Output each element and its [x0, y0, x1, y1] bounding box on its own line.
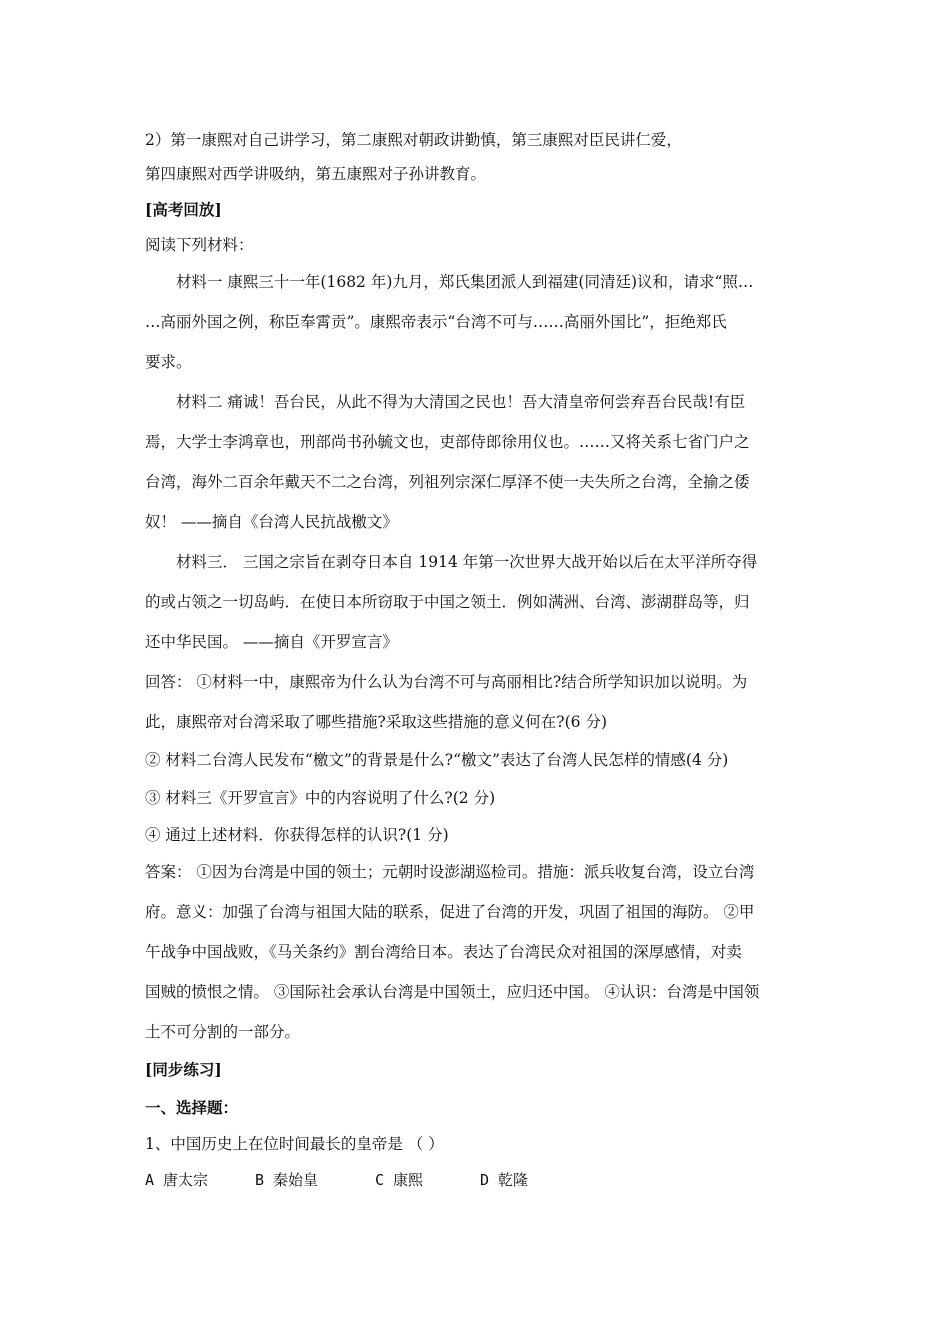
question-1: 1、中国历史上在位时间最长的皇帝是 （ ） — [145, 1135, 444, 1153]
question-line: 回答： ①材料一中，康熙帝为什么认为台湾不可与高丽相比?结合所学知识加以说明。为 — [145, 673, 748, 691]
text-line: 第四康熙对西学讲吸纳，第五康熙对子孙讲教育。 — [145, 165, 487, 183]
material-3-line: 材料三． 三国之宗旨在剥夺日本自 1914 年第一次世界大战开始以后在太平洋所夺得 — [176, 553, 758, 571]
material-2-line: 焉，大学士李鸿章也，刑部尚书孙毓文也，吏部侍郎徐用仪也。……又将关系七省门户之 — [145, 433, 750, 451]
answer-line: 午战争中国战败，《马关条约》割台湾给日本。表达了台湾民众对祖国的深厚感情，对卖 — [145, 943, 742, 961]
option-a: A 唐太宗 — [145, 1171, 209, 1189]
material-1-line: 材料一 康熙三十一年(1682 年)九月，郑氏集团派人到福建(同清廷)议和，请求“照… — [176, 273, 754, 291]
material-2-line: 奴！ ——摘自《台湾人民抗战檄文》 — [145, 513, 398, 531]
option-d: D 乾隆 — [480, 1171, 529, 1189]
text-line: 2）第一康熙对自己讲学习，第二康熙对朝政讲勤慎，第三康熙对臣民讲仁爱， — [145, 131, 682, 149]
section-heading-gaokao: [高考回放] — [145, 200, 222, 219]
question-line: 此，康熙帝对台湾采取了哪些措施?采取这些措施的意义何在?(6 分) — [145, 713, 608, 731]
question-line: ④ 通过上述材料．你获得怎样的认识?(1 分) — [145, 826, 449, 844]
option-c: C 康熙 — [375, 1171, 424, 1189]
material-1-line: …高丽外国之例，称臣奉霄贡”。康熙帝表示“台湾不可与……高丽外国比”，拒绝郑氏 — [145, 313, 727, 331]
answer-line: 土不可分割的一部分。 — [145, 1023, 301, 1041]
material-1-line: 要求。 — [145, 353, 192, 371]
answer-line: 国贼的愤恨之情。 ③国际社会承认台湾是中国领土，应归还中国。 ④认识：台湾是中国领 — [145, 983, 760, 1001]
material-2-line: 台湾，海外二百余年戴天不二之台湾，列祖列宗深仁厚泽不使一夫失所之台湾，全揄之倭 — [145, 473, 750, 491]
answer-line: 府。意义：加强了台湾与祖国大陆的联系，促进了台湾的开发，巩固了祖国的海防。 ②甲 — [145, 903, 755, 921]
section-heading-choice: 一、选择题： — [145, 1098, 239, 1117]
material-3-line: 的或占领之一切岛屿．在使日本所窃取于中国之领土．例如满洲、台湾、澎湖群岛等，归 — [145, 593, 750, 611]
material-2-line: 材料二 痛诚！吾台民，从此不得为大清国之民也！吾大清皇帝何尝弃吾台民哉!有臣 — [176, 393, 746, 411]
answer-line: 答案： ①因为台湾是中国的领土；元朝时设澎湖巡检司。措施：派兵收复台湾，设立台湾 — [145, 863, 755, 881]
question-line: ③ 材料三《开罗宣言》中的内容说明了什么?(2 分) — [145, 789, 496, 807]
text-line: 阅读下列材料： — [145, 236, 254, 254]
option-b: B 秦始皇 — [255, 1171, 319, 1189]
material-3-line: 还中华民国。 ——摘自《开罗宣言》 — [145, 633, 398, 651]
section-heading-tongbu: [同步练习] — [145, 1060, 222, 1079]
question-line: ② 材料二台湾人民发布“檄文”的背景是什么?“檄文”表达了台湾人民怎样的情感(4 分) — [145, 751, 729, 769]
